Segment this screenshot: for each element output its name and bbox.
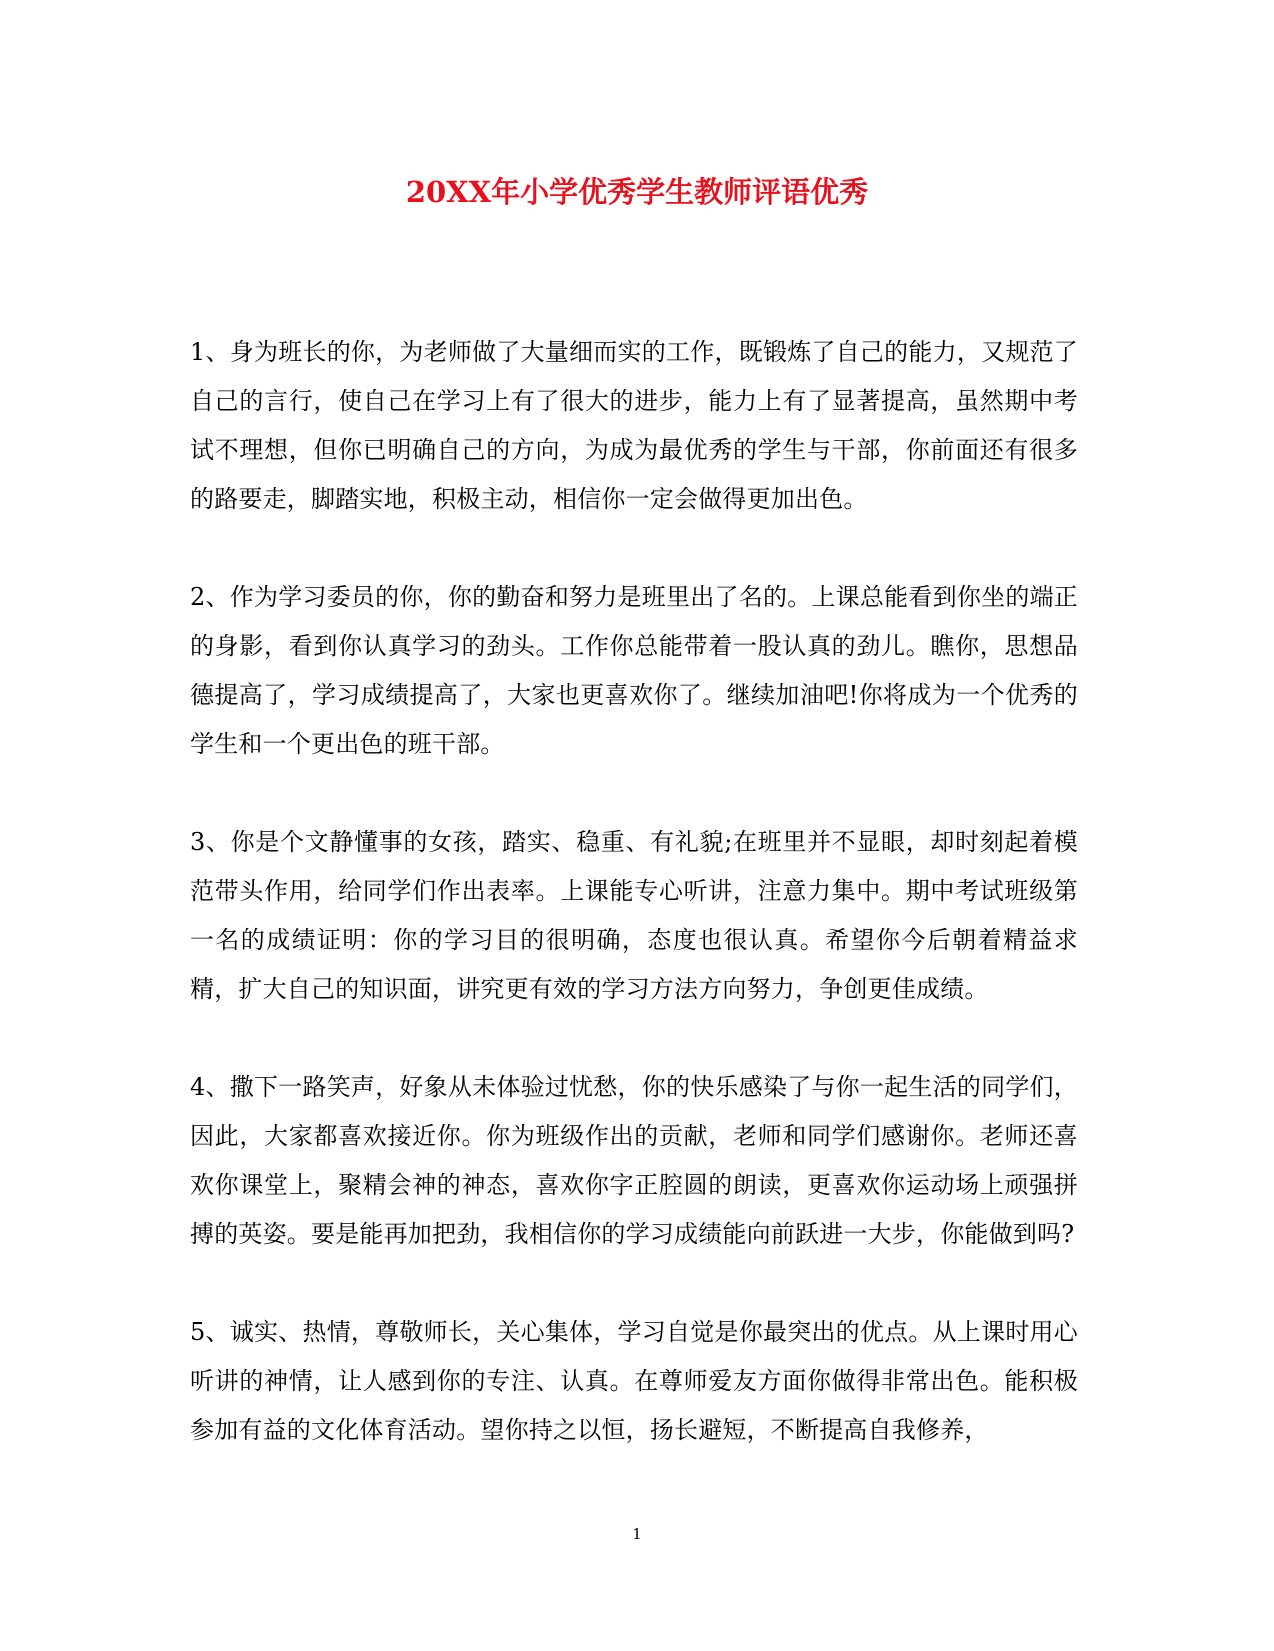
page-number: 1 bbox=[632, 1525, 642, 1543]
comment-paragraph-1: 1、身为班长的你，为老师做了大量细而实的工作，既锻炼了自己的能力，又规范了自己的言行，使自己在学习上有了很大的进步，能力上有了显著提高，虽然期中考试不理想，但你已明确自己的方向，为成为最优秀的学生与干部，你前面还有很多的路要走，脚踏实地，积极主动，相信你一定会做得更加出色。 bbox=[190, 338, 1078, 513]
document-title: 20XX年小学优秀学生教师评语优秀 bbox=[405, 175, 869, 209]
document-body bbox=[190, 328, 1078, 1504]
comment-paragraph-5: 5、诚实、热情，尊敬师长，关心集体，学习自觉是你最突出的优点。从上课时用心听讲的神情，让人感到你的专注、认真。在尊师爱友方面你做得非常出色。能积极参加有益的文化体育活动。望你持之以恒，扬长避短，不断提高自我修养， bbox=[190, 1318, 1078, 1444]
comment-paragraph-4: 4、撒下一路笑声，好象从未体验过忧愁，你的快乐感染了与你一起生活的同学们，因此，大家都喜欢接近你。你为班级作出的贡献，老师和同学们感谢你。老师还喜欢你课堂上，聚精会神的神态，喜欢你字正腔圆的朗读，更喜欢你运动场上顽强拼搏的英姿。要是能再加把劲，我相信你的学习成绩能向前跃进一大步，你能做到吗? bbox=[190, 1073, 1078, 1248]
comment-paragraph-3: 3、你是个文静懂事的女孩，踏实、稳重、有礼貌;在班里并不显眼，却时刻起着模范带头作用，给同学们作出表率。上课能专心听讲，注意力集中。期中考试班级第一名的成绩证明：你的学习目的很明确，态度也很认真。希望你今后朝着精益求精，扩大自己的知识面，讲究更有效的学习方法方向努力，争创更佳成绩。 bbox=[190, 828, 1078, 1003]
comment-paragraph-2: 2、作为学习委员的你，你的勤奋和努力是班里出了名的。上课总能看到你坐的端正的身影，看到你认真学习的劲头。工作你总能带着一股认真的劲儿。瞧你，思想品德提高了，学习成绩提高了，大家也更喜欢你了。继续加油吧!你将成为一个优秀的学生和一个更出色的班干部。 bbox=[190, 583, 1078, 758]
